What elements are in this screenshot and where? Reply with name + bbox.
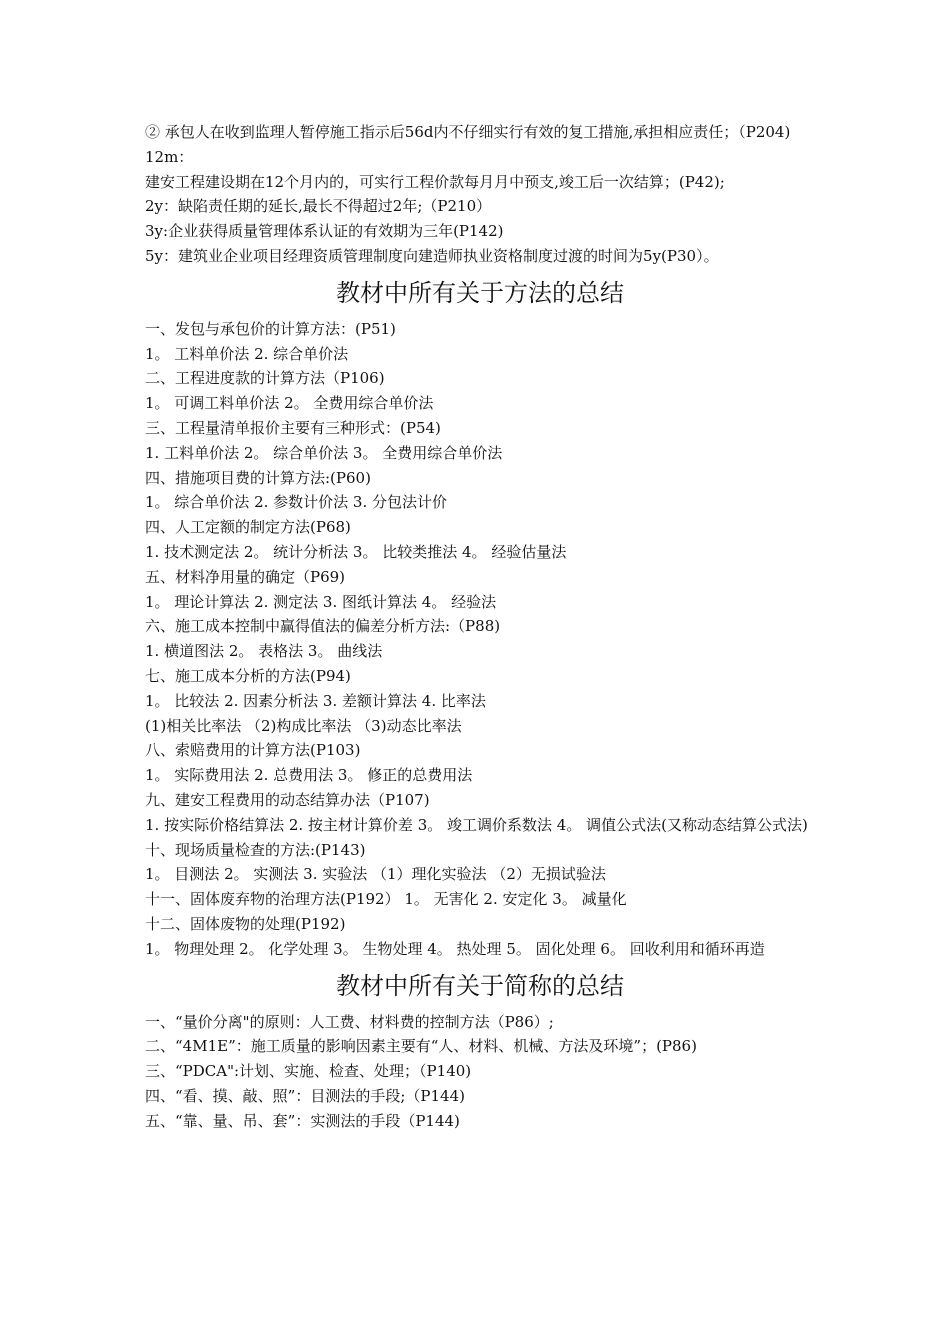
methods-line: 一、发包与承包价的计算方法：(P51) [145,319,396,338]
methods-line: 三、工程量清单报价主要有三种形式：(P54) [145,418,441,437]
methods-line: 八、索赔费用的计算方法(P103) [145,741,361,760]
methods-line: 1。 物理处理 2。 化学处理 3。 生物处理 4。 热处理 5。 固化处理 6。 回收利用和循环再造 [145,939,765,958]
methods-line: 四、措施项目费的计算方法:(P60) [145,468,371,487]
abbreviation-line: 五、“靠、量、吊、套”：实测法的手段（P144) [145,1111,460,1130]
document-body [145,120,815,1133]
methods-line: 1。 综合单价法 2. 参数计价法 3. 分包法计价 [145,493,448,512]
methods-line: 二、工程进度款的计算方法（P106) [145,369,385,388]
methods-line: 五、材料净用量的确定（P69) [145,567,346,586]
methods-line: 1。 可调工料单价法 2。 全费用综合单价法 [145,394,434,413]
methods-line: 1。 目测法 2。 实测法 3. 实验法 （1）理化实验法 （2）无损试验法 [145,865,606,884]
methods-line: 1. 工料单价法 2。 综合单价法 3。 全费用综合单价法 [145,443,503,462]
intro-line-6: 5y：建筑业企业项目经理资质管理制度向建造师执业资格制度过渡的时间为5y(P30）。 [145,246,719,265]
methods-line: 十一、固体废弃物的治理方法(P192） 1。 无害化 2. 安定化 3。 减量化 [145,890,627,909]
methods-line: 七、施工成本分析的方法(P94) [145,666,351,685]
intro-line-3: 建安工程建设期在12个月内的，可实行工程价款每月月中预支,竣工后一次结算；(P42); [145,172,725,191]
abbreviation-line: 二、“4M1E”：施工质量的影响因素主要有“人、材料、机械、方法及环境”；(P86) [145,1037,697,1056]
methods-line: 1。 理论计算法 2. 测定法 3. 图纸计算法 4。 经验法 [145,592,497,611]
intro-line-4: 2y：缺陷责任期的延长,最长不得超过2年;（P210） [145,197,492,216]
intro-line-1: ② 承包人在收到监理人暂停施工指示后56d内不仔细实行有效的复工措施,承担相应责任；（P204) [145,123,791,141]
methods-line: 1。 比较法 2. 因素分析法 3. 差额计算法 4. 比率法 [145,691,486,710]
heading-methods: 教材中所有关于方法的总结 [336,278,624,307]
abbreviation-line: 三、“PDCA":计划、实施、检查、处理；（P140) [145,1062,472,1081]
methods-line: 1。 实际费用法 2. 总费用法 3。 修正的总费用法 [145,766,473,785]
methods-line: 1. 技术测定法 2。 统计分析法 3。 比较类推法 4。 经验估量法 [145,542,567,561]
heading-abbreviations: 教材中所有关于简称的总结 [336,971,624,1000]
methods-line: 四、人工定额的制定方法(P68) [145,518,351,537]
abbreviation-line: 一、“量价分离"的原则：人工费、材料费的控制方法（P86）; [145,1012,554,1031]
methods-line: 1。 工料单价法 2. 综合单价法 [145,344,349,363]
methods-line: 九、建安工程费用的动态结算办法（P107) [145,790,430,809]
intro-line-5: 3y:企业获得质量管理体系认证的有效期为三年(P142) [145,222,504,241]
methods-line: 1. 横道图法 2。 表格法 3。 曲线法 [145,642,383,661]
methods-line: 十二、固体废物的处理(P192) [145,914,346,933]
abbreviation-line: 四、“看、摸、敲、照”：目测法的手段;（P144) [145,1086,465,1105]
intro-line-2: 12m： [145,147,194,166]
methods-line: (1)相关比率法 （2)构成比率法 （3)动态比率法 [145,716,462,735]
methods-line: 1. 按实际价格结算法 2. 按主材计算价差 3。 竣工调价系数法 4。 调值公式法(又称动态结算公式法) [145,815,808,834]
methods-line: 十、现场质量检查的方法:(P143) [145,840,366,859]
methods-line: 六、施工成本控制中赢得值法的偏差分析方法:（P88) [145,617,501,636]
